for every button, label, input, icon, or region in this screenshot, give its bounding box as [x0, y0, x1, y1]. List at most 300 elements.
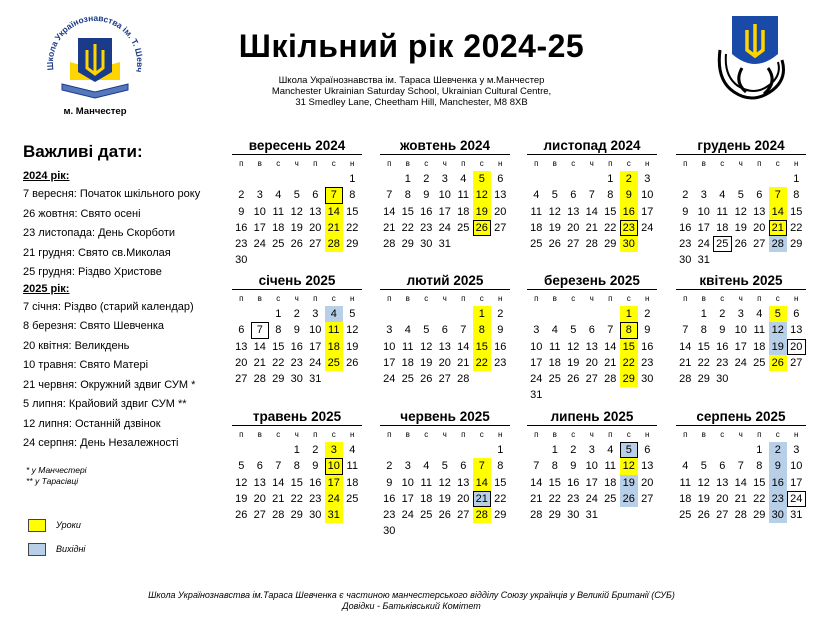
day-cell: 18	[325, 339, 344, 355]
day-cell: 3	[644, 173, 651, 185]
empty-cell	[325, 171, 344, 187]
day-cell: 31	[697, 254, 710, 267]
day-cell: 15	[272, 340, 285, 353]
day-cell: 21	[457, 356, 470, 369]
empty-cell	[269, 171, 288, 187]
weekday-label: п	[313, 159, 318, 168]
weekday-label: ч	[738, 430, 743, 439]
day-cell: 24	[530, 373, 543, 386]
day-cell: 15	[790, 205, 803, 218]
legend-swatch	[28, 543, 46, 556]
day-cell: 8	[793, 189, 800, 202]
day-cell: 24	[309, 356, 322, 369]
weekday-label: с	[479, 294, 484, 303]
day-cell: 8	[275, 324, 282, 337]
month-grid	[232, 428, 362, 523]
day-cell: 2	[312, 444, 319, 456]
year-heading: 2025 рік:	[23, 282, 70, 295]
day-cell: 9	[570, 460, 577, 473]
month-grid	[232, 157, 362, 269]
empty-cell	[546, 306, 565, 322]
day-cell: 3	[441, 173, 448, 185]
day-cell: 28	[604, 373, 617, 386]
weekday-label: н	[645, 430, 650, 439]
day-cell: 6	[460, 460, 467, 473]
day-cell: 30	[716, 373, 729, 386]
day-cell: 26	[769, 355, 788, 371]
weekday-label: п	[387, 294, 392, 303]
empty-cell	[473, 442, 492, 458]
day-cell: 12	[346, 324, 359, 337]
day-cell: 18	[679, 492, 692, 505]
weekday-label: ч	[442, 430, 447, 439]
day-cell: 23	[383, 509, 396, 522]
empty-cell	[769, 171, 788, 187]
day-cell: 23	[235, 238, 248, 251]
empty-cell	[713, 171, 732, 187]
day-cell: 16	[383, 492, 396, 505]
day-cell: 4	[533, 189, 540, 202]
day-cell: 27	[253, 509, 266, 522]
day-cell: 11	[457, 189, 469, 202]
day-cell: 19	[734, 221, 747, 234]
month-title: вересень 2024	[232, 137, 362, 155]
legend-swatch	[28, 519, 46, 532]
day-cell: 25	[604, 492, 617, 505]
day-cell: 21	[769, 220, 788, 236]
day-cell: 2	[423, 173, 430, 185]
day-cell: 15	[604, 205, 617, 218]
day-cell: 20	[494, 205, 507, 218]
weekday-label: с	[775, 430, 780, 439]
day-cell: 1	[793, 173, 800, 185]
weekday-label: с	[331, 294, 336, 303]
month-calendar	[527, 137, 657, 252]
important-dates	[23, 142, 223, 454]
day-cell: 10	[530, 340, 543, 353]
day-cell: 20	[309, 221, 322, 234]
day-cell: 23	[679, 238, 692, 251]
day-cell: 14	[679, 340, 692, 353]
weekday-label: п	[239, 294, 244, 303]
footer-line: Довідки - Батьківський Комітет	[342, 601, 481, 611]
empty-cell	[676, 306, 695, 322]
day-cell: 30	[420, 238, 433, 251]
day-cell: 16	[290, 340, 303, 353]
day-cell: 23	[641, 356, 654, 369]
day-cell: 6	[312, 189, 319, 202]
day-cell: 14	[457, 340, 470, 353]
weekday-label: ч	[294, 430, 299, 439]
empty-cell	[380, 171, 399, 187]
day-cell: 24	[253, 238, 266, 251]
day-cell: 1	[473, 306, 492, 322]
day-cell: 1	[275, 308, 282, 320]
date-item: 7 січня: Різдво (старий календар)	[23, 300, 194, 313]
day-cell: 24	[641, 221, 654, 234]
weekday-label: ч	[738, 159, 743, 168]
weekday-label: с	[571, 159, 576, 168]
weekday-label: в	[257, 294, 262, 303]
day-cell: 26	[734, 238, 747, 251]
day-cell: 4	[756, 308, 763, 320]
month-calendar	[232, 408, 362, 523]
day-cell: 9	[423, 189, 430, 202]
day-cell: 10	[734, 324, 747, 337]
legend-label: Вихідні	[56, 544, 86, 554]
day-cell: 2	[682, 189, 689, 202]
date-item: 23 листопада: День Скорботи	[23, 227, 176, 239]
day-cell: 6	[644, 444, 651, 456]
day-cell: 31	[325, 507, 344, 523]
day-cell: 12	[769, 322, 788, 338]
weekday-label: в	[552, 430, 557, 439]
day-cell: 27	[585, 373, 598, 386]
day-cell: 21	[325, 220, 344, 236]
empty-cell	[399, 442, 418, 458]
day-cell: 25	[346, 492, 359, 505]
day-cell: 10	[253, 205, 266, 218]
day-cell: 19	[290, 221, 303, 234]
day-cell: 1	[404, 173, 411, 185]
weekday-label: н	[350, 294, 355, 303]
day-cell: 22	[697, 356, 710, 369]
weekday-label: н	[498, 430, 503, 439]
day-cell: 12	[438, 476, 451, 489]
day-cell: 21	[473, 491, 492, 507]
day-cell: 13	[753, 205, 766, 218]
day-cell: 11	[272, 205, 284, 218]
weekday-label: п	[683, 430, 688, 439]
day-cell: 7	[769, 187, 788, 203]
day-cell: 10	[309, 324, 322, 337]
month-calendar	[380, 272, 510, 387]
day-cell: 20	[567, 221, 580, 234]
weekday-label: с	[720, 430, 725, 439]
date-item: 24 серпня: День Незалежності	[23, 437, 179, 449]
day-cell: 22	[473, 355, 492, 371]
month-title: серпень 2025	[676, 408, 806, 426]
empty-cell	[732, 442, 751, 458]
empty-cell	[269, 442, 288, 458]
day-cell: 14	[604, 340, 617, 353]
day-cell: 2	[386, 460, 393, 473]
day-cell: 28	[457, 373, 470, 386]
day-cell: 26	[290, 238, 303, 251]
day-cell: 29	[697, 373, 710, 386]
day-cell: 12	[734, 205, 747, 218]
day-cell: 6	[256, 460, 263, 473]
important-dates-title: Важливі дати:	[23, 142, 143, 161]
day-cell: 18	[548, 356, 561, 369]
day-cell: 3	[312, 308, 319, 320]
day-cell: 24	[325, 491, 344, 507]
day-cell: 26	[620, 491, 639, 507]
day-cell: 20	[641, 476, 654, 489]
day-cell: 25	[272, 238, 285, 251]
month-title: травень 2025	[232, 408, 362, 426]
weekday-label: с	[276, 294, 281, 303]
day-cell: 6	[570, 189, 577, 202]
day-cell: 19	[346, 340, 359, 353]
day-cell: 22	[401, 221, 414, 234]
weekday-label: с	[626, 294, 631, 303]
day-cell: 2	[769, 442, 788, 458]
day-cell: 17	[697, 221, 710, 234]
day-cell: 28	[679, 373, 692, 386]
day-cell: 31	[790, 509, 803, 522]
empty-cell	[399, 306, 418, 322]
day-cell: 1	[497, 444, 504, 456]
empty-cell	[527, 306, 546, 322]
day-cell: 8	[473, 322, 492, 338]
day-cell: 1	[607, 173, 614, 185]
month-grid	[527, 157, 657, 252]
day-cell: 27	[494, 221, 507, 234]
empty-cell	[732, 171, 751, 187]
weekday-label: в	[405, 159, 410, 168]
day-cell: 17	[438, 205, 451, 218]
day-cell: 4	[349, 444, 356, 456]
month-title: січень 2025	[232, 272, 362, 290]
logo-city: м. Манчестер	[63, 106, 127, 117]
day-cell: 20	[585, 356, 598, 369]
day-cell: 23	[494, 356, 507, 369]
day-cell: 7	[325, 187, 344, 203]
day-cell: 10	[383, 340, 396, 353]
day-cell: 23	[567, 492, 580, 505]
date-item: 26 жовтня: Свято осені	[23, 207, 141, 220]
month-calendar	[232, 272, 362, 387]
day-cell: 7	[533, 460, 540, 473]
day-cell: 24	[697, 238, 710, 251]
day-cell: 18	[272, 221, 285, 234]
day-cell: 17	[309, 340, 322, 353]
date-item: 20 квітня: Великдень	[23, 339, 130, 352]
weekday-label: с	[276, 159, 281, 168]
day-cell: 12	[548, 205, 561, 218]
day-cell: 16	[420, 205, 433, 218]
day-cell: 19	[548, 221, 561, 234]
day-cell: 25	[679, 509, 692, 522]
day-cell: 4	[607, 444, 614, 456]
day-cell: 14	[585, 205, 598, 218]
footnote: ** у Тарасівці	[26, 476, 79, 486]
footer-line: Школа Українознавства ім.Тараса Шевченка є частиною манчестерського відділу Союзу українців у Великій Британії (СУБ)	[148, 590, 675, 600]
weekday-label: н	[350, 430, 355, 439]
day-cell: 14	[530, 476, 543, 489]
day-cell: 28	[325, 236, 344, 252]
weekday-label: в	[552, 159, 557, 168]
empty-cell	[454, 306, 473, 322]
weekday-label: с	[626, 430, 631, 439]
footnotes	[26, 465, 87, 487]
day-cell: 3	[793, 444, 800, 456]
empty-cell	[436, 306, 455, 322]
day-cell: 18	[604, 476, 617, 489]
day-cell: 9	[386, 476, 393, 489]
day-cell: 17	[325, 475, 344, 491]
day-cell: 10	[790, 460, 803, 473]
day-cell: 8	[404, 189, 411, 202]
school-address	[0, 75, 823, 108]
day-cell: 29	[494, 509, 507, 522]
day-cell: 9	[497, 324, 504, 337]
day-cell: 29	[620, 371, 639, 387]
day-cell: 9	[312, 460, 319, 473]
weekday-label: с	[720, 294, 725, 303]
empty-cell	[417, 306, 436, 322]
day-cell: 17	[383, 356, 396, 369]
weekday-label: с	[720, 159, 725, 168]
day-cell: 1	[551, 444, 558, 456]
day-cell: 17	[253, 221, 266, 234]
day-cell: 15	[697, 340, 710, 353]
empty-cell	[601, 306, 620, 322]
month-title: листопад 2024	[527, 137, 657, 155]
day-cell: 25	[420, 509, 433, 522]
weekday-label: с	[331, 430, 336, 439]
day-cell: 12	[290, 205, 303, 218]
day-cell: 27	[309, 238, 322, 251]
day-cell: 9	[769, 458, 788, 474]
day-cell: 4	[423, 460, 430, 473]
day-cell: 23	[290, 356, 303, 369]
day-cell: 19	[620, 475, 639, 491]
day-cell: 20	[235, 356, 248, 369]
day-cell: 8	[551, 460, 558, 473]
day-cell: 15	[346, 205, 359, 218]
day-cell: 4	[682, 460, 689, 473]
day-cell: 30	[620, 236, 639, 252]
day-cell: 20	[753, 221, 766, 234]
date-item: 25 грудня: Різдво Христове	[23, 266, 162, 278]
day-cell: 3	[404, 460, 411, 473]
day-cell: 13	[716, 476, 729, 489]
day-cell: 14	[473, 475, 492, 491]
day-cell: 29	[753, 509, 766, 522]
date-item: 12 липня: Останній дзвінок	[23, 417, 161, 430]
subtitle-line: Школа Українознавства ім. Тараса Шевченка у м.Манчестер	[278, 75, 545, 86]
day-cell: 15	[494, 476, 507, 489]
month-calendar	[527, 272, 657, 404]
day-cell: 7	[386, 189, 393, 202]
empty-cell	[564, 171, 583, 187]
day-cell: 15	[753, 476, 766, 489]
date-item: 21 грудня: Свято св.Миколая	[23, 246, 171, 259]
day-cell: 2	[293, 308, 300, 320]
empty-cell	[695, 171, 714, 187]
weekday-label: п	[313, 294, 318, 303]
day-cell: 12	[697, 476, 710, 489]
day-cell: 20	[438, 356, 451, 369]
empty-cell	[232, 442, 251, 458]
legend-item-holidays	[28, 538, 85, 560]
weekday-label: п	[757, 159, 762, 168]
day-cell: 10	[697, 205, 710, 218]
weekday-label: п	[461, 430, 466, 439]
day-cell: 8	[497, 460, 504, 473]
month-calendar	[232, 137, 362, 269]
day-cell: 28	[473, 507, 492, 523]
day-cell: 7	[737, 460, 744, 473]
day-cell: 21	[585, 221, 598, 234]
day-cell: 7	[460, 324, 467, 337]
day-cell: 27	[753, 238, 766, 251]
day-cell: 23	[769, 491, 788, 507]
month-title: квітень 2025	[676, 272, 806, 290]
day-cell: 9	[719, 324, 726, 337]
day-cell: 17	[790, 476, 803, 489]
day-cell: 27	[790, 356, 803, 369]
day-cell: 29	[790, 238, 803, 251]
day-cell: 23	[309, 492, 322, 505]
day-cell: 10	[325, 458, 344, 474]
day-cell: 19	[438, 492, 451, 505]
day-cell: 5	[737, 189, 744, 202]
day-cell: 13	[235, 340, 248, 353]
day-cell: 11	[420, 476, 432, 489]
month-grid	[380, 428, 510, 540]
day-cell: 8	[607, 189, 614, 202]
weekday-label: в	[405, 294, 410, 303]
day-cell: 8	[756, 460, 763, 473]
weekday-label: с	[775, 159, 780, 168]
day-cell: 26	[548, 238, 561, 251]
month-title: червень 2025	[380, 408, 510, 426]
day-cell: 31	[438, 238, 451, 251]
day-cell: 4	[275, 189, 282, 202]
weekday-label: ч	[442, 159, 447, 168]
weekday-label: п	[313, 430, 318, 439]
day-cell: 30	[641, 373, 654, 386]
day-cell: 18	[530, 221, 543, 234]
day-cell: 27	[567, 238, 580, 251]
day-cell: 3	[325, 442, 344, 458]
day-cell: 14	[769, 204, 788, 220]
day-cell: 20	[787, 339, 806, 355]
weekday-label: п	[387, 430, 392, 439]
weekday-label: с	[571, 430, 576, 439]
day-cell: 21	[383, 221, 396, 234]
weekday-label: с	[775, 294, 780, 303]
day-cell: 24	[787, 491, 806, 507]
empty-cell	[583, 306, 602, 322]
day-cell: 30	[309, 509, 322, 522]
weekday-label: с	[424, 294, 429, 303]
day-cell: 13	[641, 460, 654, 473]
month-title: лютий 2025	[380, 272, 510, 290]
day-cell: 22	[494, 492, 507, 505]
day-cell: 16	[716, 340, 729, 353]
day-cell: 29	[401, 238, 414, 251]
day-cell: 19	[697, 492, 710, 505]
empty-cell	[676, 442, 695, 458]
empty-cell	[713, 442, 732, 458]
day-cell: 19	[567, 356, 580, 369]
day-cell: 1	[349, 173, 356, 185]
day-cell: 13	[494, 189, 507, 202]
weekday-label: н	[498, 159, 503, 168]
weekday-label: с	[424, 430, 429, 439]
day-cell: 21	[272, 492, 285, 505]
day-cell: 7	[682, 324, 689, 337]
day-cell: 7	[607, 324, 614, 337]
weekday-label: в	[257, 159, 262, 168]
day-cell: 7	[275, 460, 282, 473]
empty-cell	[380, 442, 399, 458]
year-heading: 2024 рік:	[23, 170, 70, 182]
